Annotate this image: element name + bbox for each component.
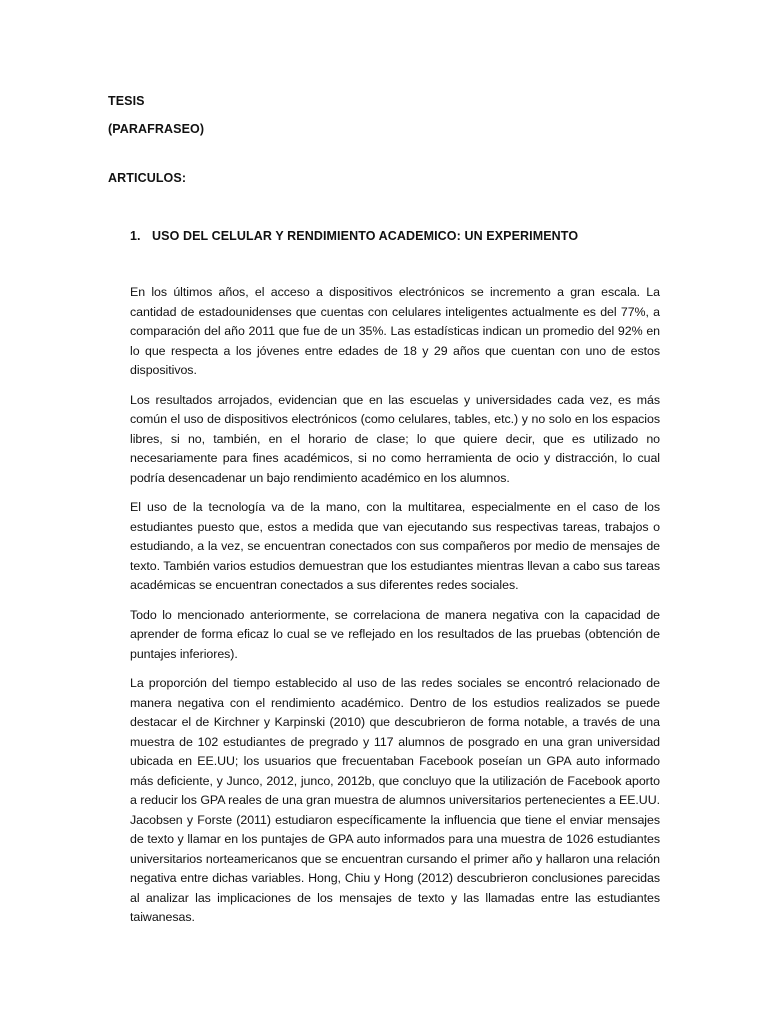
document-subtitle: (PARAFRASEO) (108, 122, 205, 136)
section-label: ARTICULOS: (108, 171, 187, 185)
document-title: TESIS (108, 94, 145, 108)
paragraph: El uso de la tecnología va de la mano, con la multitarea, especialmente en el caso de los estudiantes puesto que, estos a medida que van ejecutando sus respectivas tareas, trabajos o estudiando, a la vez, se encuentran conectados con sus compañeros por medio de mensajes de texto. También varios estudios demuestran que los estudiantes mientras llevan a cabo sus tareas académicas se encuentran conectados a sus diferentes redes sociales. (130, 500, 660, 592)
paragraph: La proporción del tiempo establecido al uso de las redes sociales se encontró relacionado de manera negativa con el rendimiento académico. Dentro de los estudios realizados se puede destacar el de Kirchner y Karpinski (2010) que descubrieron de forma notable, a través de una muestra de 102 estudiantes de pregrado y 117 alumnos de posgrado en una gran universidad ubicada en EE.UU; los usuarios que frecuentaban Facebook poseían un GPA auto informado más deficiente, y Junco, 2012, junco, 2012b, que concluyo que la utilización de Facebook aporto a reducir los GPA reales de una gran muestra de alumnos universitarios pertenecientes a EE.UU. Jacobsen y Forste (2011) estudiaron específicamente la influencia que tiene el enviar mensajes de texto y llamar en los puntajes de GPA auto informados para una muestra de 1026 estudiantes universitarios norteamericanos que se encuentran cursando el primer año y hallaron una relación negativa entre dichas variables. Hong, Chiu y Hong (2012) descubrieron conclusiones parecidas al analizar las implicaciones de los mensajes de texto y las llamadas entre las estudiantes taiwanesas. (130, 676, 660, 924)
article-body (130, 283, 660, 938)
article-heading (130, 229, 578, 243)
paragraph: Todo lo mencionado anteriormente, se correlaciona de manera negativa con la capacidad de aprender de forma eficaz lo cual se ve reflejado en los resultados de las pruebas (obtención de puntajes inferiores). (130, 607, 660, 661)
article-title: USO DEL CELULAR Y RENDIMIENTO ACADEMICO: UN EXPERIMENTO (152, 229, 579, 243)
paragraph: En los últimos años, el acceso a dispositivos electrónicos se incremento a gran escala. La cantidad de estadounidenses que cuentas con celulares inteligentes actualmente es del 77%, a comparación del año 2011 que fue de un 35%. Las estadísticas indican un promedio del 92% en lo que respecta a los jóvenes entre edades de 18 y 29 años que cuentan con uno de estos dispositivos. (130, 285, 660, 377)
article-number: 1. (130, 229, 141, 243)
paragraph: Los resultados arrojados, evidencian que en las escuelas y universidades cada vez, es más común el uso de dispositivos electrónicos (como celulares, tables, etc.) y no solo en los espacios libres, si no, también, en el horario de clase; lo que quiere decir, que es utilizado no necesariamente para fines académicos, si no como herramienta de ocio y distracción, lo cual podría desencadenar un bajo rendimiento académico en los alumnos. (130, 392, 660, 485)
